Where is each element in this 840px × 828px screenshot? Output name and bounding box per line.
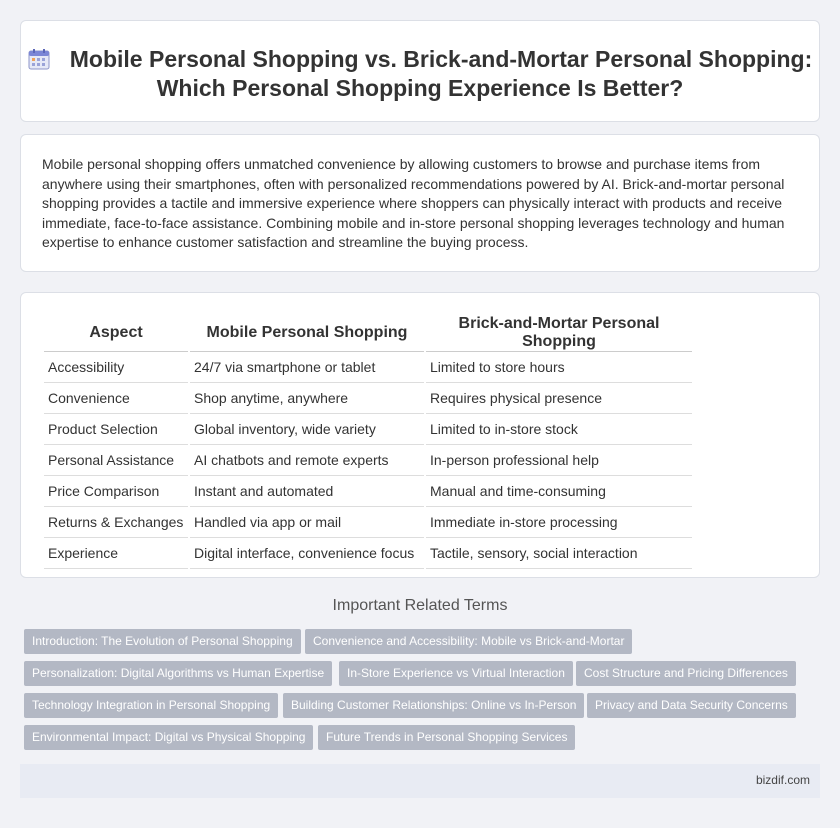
table-cell: Shop anytime, anywhere <box>190 383 424 414</box>
table-cell: Accessibility <box>44 352 188 383</box>
table-row <box>44 445 692 476</box>
table-cell: Price Comparison <box>44 476 188 507</box>
table-cell: Limited to store hours <box>426 352 692 383</box>
table-row <box>44 507 692 538</box>
table-cell: Limited to in-store stock <box>426 414 692 445</box>
column-header-aspect: Aspect <box>44 315 188 352</box>
table-cell: Personal Assistance <box>44 445 188 476</box>
page-title <box>21 45 819 103</box>
comparison-table <box>42 315 694 569</box>
footer <box>20 764 820 798</box>
related-term-tag[interactable]: Cost Structure and Pricing Differences <box>576 661 796 686</box>
table-cell: Experience <box>44 538 188 569</box>
table-cell: Manual and time-consuming <box>426 476 692 507</box>
intro-card <box>20 134 820 272</box>
table-cell: Product Selection <box>44 414 188 445</box>
table-header-row <box>44 315 692 352</box>
table-cell: Requires physical presence <box>426 383 692 414</box>
related-term-tag[interactable]: Introduction: The Evolution of Personal Shopping <box>24 629 301 654</box>
table-cell: In-person professional help <box>426 445 692 476</box>
table-cell: Returns & Exchanges <box>44 507 188 538</box>
column-header-mobile: Mobile Personal Shopping <box>190 315 424 352</box>
column-header-brick: Brick-and-Mortar Personal Shopping <box>426 315 692 352</box>
table-cell: Tactile, sensory, social interaction <box>426 538 692 569</box>
related-term-tag[interactable]: Building Customer Relationships: Online vs In-Person <box>283 693 584 718</box>
comparison-card <box>20 292 820 578</box>
table-row <box>44 352 692 383</box>
calendar-icon <box>28 48 50 70</box>
related-term-tag[interactable]: Privacy and Data Security Concerns <box>587 693 796 718</box>
related-term-tag[interactable]: Technology Integration in Personal Shopping <box>24 693 278 718</box>
table-row <box>44 476 692 507</box>
related-term-tag[interactable]: Convenience and Accessibility: Mobile vs Brick-and-Mortar <box>305 629 632 654</box>
table-cell: Convenience <box>44 383 188 414</box>
table-cell: Immediate in-store processing <box>426 507 692 538</box>
table-cell: Global inventory, wide variety <box>190 414 424 445</box>
table-cell: AI chatbots and remote experts <box>190 445 424 476</box>
title-card <box>20 20 820 122</box>
related-term-tag[interactable]: Personalization: Digital Algorithms vs Human Expertise <box>24 661 332 686</box>
table-cell: 24/7 via smartphone or tablet <box>190 352 424 383</box>
related-term-tag[interactable]: Future Trends in Personal Shopping Services <box>318 725 575 750</box>
table-cell: Instant and automated <box>190 476 424 507</box>
related-terms-heading: Important Related Terms <box>332 597 508 614</box>
table-cell: Digital interface, convenience focus <box>190 538 424 569</box>
related-term-tag[interactable]: Environmental Impact: Digital vs Physical Shopping <box>24 725 313 750</box>
table-row <box>44 538 692 569</box>
table-row <box>44 414 692 445</box>
table-row <box>44 383 692 414</box>
table-cell: Handled via app or mail <box>190 507 424 538</box>
page-title-text: Mobile Personal Shopping vs. Brick-and-Mortar Personal Shopping: Which Personal Shopping Experience Is Better? <box>69 46 813 101</box>
footer-site-link[interactable]: bizdif.com <box>755 773 810 787</box>
related-term-tag[interactable]: In-Store Experience vs Virtual Interaction <box>339 661 573 686</box>
intro-paragraph: Mobile personal shopping offers unmatched convenience by allowing customers to browse and purchase items from anywhere using their smartphones, often with personalized recommendations powered by AI. Brick-and-mortar personal shopping provides a tactile and immersive experience where shoppers can physically interact with products and receive immediate, face-to-face assistance. Combining mobile and in-store personal shopping leverages technology and human expertise to enhance customer satisfaction and streamline the buying process. <box>42 156 785 251</box>
